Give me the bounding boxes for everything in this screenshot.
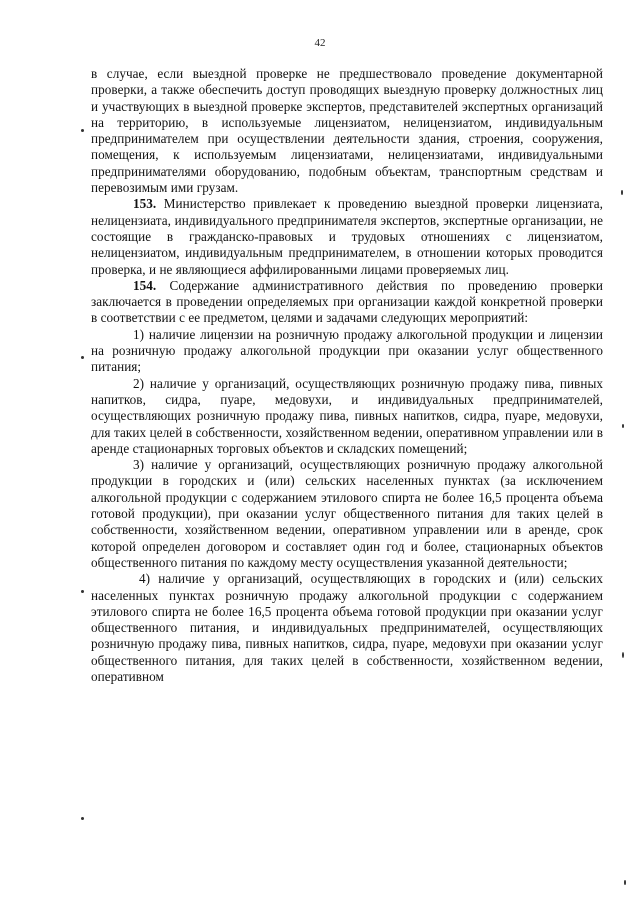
- scan-speck: [81, 129, 84, 132]
- paragraph-number: 154.: [133, 277, 157, 293]
- paragraph-text: в случае, если выездной проверке не предшествовало проведение документарной проверки, а также обеспечить доступ проводящих выездную проверку должностных лиц и участвующих в выездной проверке экспертов, представителей экспертных организаций на территорию, в используемые лицензиатом, нелицензиатом, индивидуальным предпринимателем при осуществлении деятельности здания, строения, сооружения, помещения, к используемым лицензиатами, нелицензиатами, индивидуальными предпринимателями оборудованию, подобным объектам, транспортным средствам и перевозимым ими грузам.: [91, 66, 603, 196]
- list-item-3: [91, 457, 603, 571]
- paragraph-text: Министерство привлекает к проведению выездной проверки лицензиата, нелицензиата, индивидуального предпринимателя экспертов, экспертные организации, не состоящие в гражданско-правовых и трудовых отношениях с лицензиатом, нелицензиатом, индивидуальным предпринимателем, в отношении которых проводится проверка, и не являющиеся аффилированными лицами проверяемых лиц.: [91, 196, 603, 277]
- list-item-4: [91, 571, 603, 685]
- list-item-2: [91, 376, 603, 457]
- scan-speck: [81, 590, 84, 593]
- paragraph-continuation: [91, 66, 603, 196]
- scan-speck: [622, 652, 624, 658]
- paragraph-text: 2) наличие у организаций, осуществляющих розничную продажу пива, пивных напитков, сидра, пуаре, медовухи, и индивидуальных предпринимателей, осуществляющих розничную продажу пива, пивных напитков, сидра, пуаре, медовухи, для таких целей в собственности, хозяйственном ведении, оперативном управлении или в аренде стационарных торговых объектов и складских помещений;: [91, 375, 603, 456]
- paragraph-text: 4) наличие у организаций, осуществляющих в городских и (или) сельских населенных пунктах розничную продажу алкогольной продукции с содержанием этилового спирта не более 16,5 процента объема готовой продукции при оказании услуг общественного питания, и индивидуальных предпринимателей, осуществляющих розничную продажу пива, пивных напитков, сидра, пуаре, медовухи при оказании услуг общественного питания, для таких целей в собственности, хозяйственном ведении, оперативном: [91, 571, 603, 684]
- scan-speck: [81, 817, 84, 820]
- scan-speck: [81, 356, 84, 359]
- page-number: 42: [314, 37, 326, 49]
- list-item-1: [91, 327, 603, 376]
- scan-speck: [622, 424, 624, 428]
- paragraph-154: [91, 278, 603, 327]
- scan-speck: [624, 880, 626, 885]
- paragraph-number: 153.: [133, 196, 157, 212]
- document-body: [91, 66, 603, 685]
- scan-speck: [621, 190, 623, 195]
- paragraph-text: Содержание административного действия по проведению проверки заключается в проведении определяемых при организации каждой конкретной проверки в соответствии с ее предметом, целями и задачами следующих мероприятий:: [91, 277, 603, 326]
- paragraph-text: 3) наличие у организаций, осуществляющих розничную продажу алкогольной продукции в городских и (или) сельских населенных пунктах (за исключением алкогольной продукции с содержанием этилового спирта не более 16,5 процента объема готовой продукции), при оказании услуг общественного питания для таких целей в собственности, хозяйственном ведении, оперативном управлении или в аренде, срок которой определен договором и составляет один год и более, стационарных объектов общественного питания по каждому месту осуществления указанной деятельности;: [91, 457, 603, 570]
- paragraph-153: [91, 196, 603, 277]
- paragraph-text: 1) наличие лицензии на розничную продажу алкогольной продукции и лицензии на розничную продажу алкогольной продукции при оказании услуг общественного питания;: [91, 326, 603, 375]
